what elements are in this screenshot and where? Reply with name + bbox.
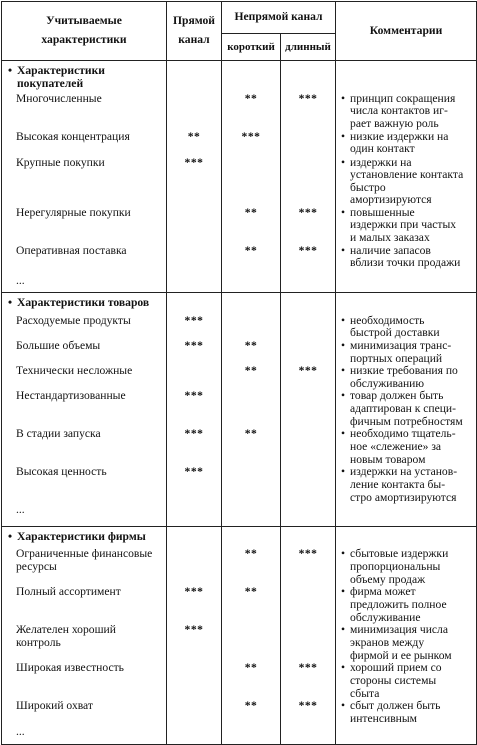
empty-cell [167, 526, 222, 548]
ellipsis-row [2, 275, 477, 293]
table-row [2, 390, 477, 428]
empty-cell [222, 61, 281, 93]
characteristic-cell [2, 207, 167, 245]
comment-line: установление контакта [350, 168, 464, 182]
ellipsis-row [2, 504, 477, 526]
comment-text [350, 340, 473, 365]
rating-direct: *** [167, 428, 222, 466]
empty-cell [222, 504, 281, 526]
comment-line: низкие требования по [350, 364, 458, 378]
section-title-line [8, 297, 166, 310]
section-title [2, 526, 167, 548]
comment-cell [336, 207, 477, 245]
rating-long: *** [281, 662, 336, 700]
empty-cell [281, 293, 336, 315]
table-row [2, 466, 477, 504]
comment-line: и малых заказах [350, 231, 430, 245]
comment-cell [336, 157, 477, 207]
characteristic-cell [2, 700, 167, 726]
comment-text [350, 466, 473, 504]
empty-cell [336, 526, 477, 548]
table-row [2, 548, 477, 586]
characteristic-cell [2, 428, 167, 466]
comment-line: товар должен быть [350, 389, 444, 403]
comment-text [350, 662, 473, 700]
rating-short [222, 466, 281, 504]
empty-cell [222, 293, 281, 315]
comment-cell [336, 340, 477, 365]
comment-line: фичным потребностям [350, 414, 463, 428]
empty-cell [336, 293, 477, 315]
bullet-icon: • [341, 243, 346, 257]
comment-cell [336, 390, 477, 428]
characteristic-cell [2, 390, 167, 428]
section-title-line [8, 531, 166, 544]
table-row [2, 586, 477, 624]
comment-line: наличие запасов [350, 243, 431, 257]
bullet-icon: • [341, 389, 346, 403]
characteristic-cell [2, 365, 167, 390]
empty-cell [336, 504, 477, 526]
characteristic-label: Высокая концентрация [16, 129, 130, 143]
characteristic-cell [2, 548, 167, 586]
comment-line: необходимо тщатель- [350, 427, 456, 441]
bullet-icon: • [341, 91, 346, 105]
rating-direct: *** [167, 390, 222, 428]
bullet-icon: • [8, 529, 13, 543]
comment-cell [336, 365, 477, 390]
empty-cell [167, 293, 222, 315]
rating-long [281, 340, 336, 365]
comment-block [341, 315, 473, 340]
bullet-icon: • [341, 547, 346, 561]
comment-text [350, 390, 473, 428]
comment-line: один контакт [350, 142, 415, 156]
ellipsis: ... [2, 275, 167, 293]
table-row [2, 340, 477, 365]
comment-cell [336, 315, 477, 340]
comment-line: адаптирован к специ- [350, 402, 456, 416]
comment-line: издержки при частых [350, 218, 457, 232]
ellipsis-row [2, 726, 477, 744]
empty-cell [222, 275, 281, 293]
table-row [2, 624, 477, 662]
comment-line: сбыт должен быть [350, 699, 441, 713]
comment-line: стро амортизируются [350, 490, 457, 504]
comment-line: фирмой и ее рынком [350, 648, 452, 662]
characteristic-label: ресурсы [16, 560, 57, 574]
section-title-line [8, 65, 166, 78]
comment-text [350, 586, 473, 624]
comment-block [341, 340, 473, 365]
rating-short: ** [222, 586, 281, 624]
comment-text [350, 131, 473, 156]
header-characteristics: Учитываемые характеристики [2, 2, 167, 61]
rating-long [281, 428, 336, 466]
comment-line: издержки на установ- [350, 465, 458, 479]
comment-line: обслуживанию [350, 376, 425, 390]
characteristic-label: Технически несложные [16, 364, 133, 378]
rating-short: ** [222, 365, 281, 390]
header-direct-channel: Прямой канал [167, 2, 222, 61]
header-long: длинный [281, 34, 336, 61]
empty-cell [336, 726, 477, 744]
comment-line: быстрой доставки [350, 326, 440, 340]
comment-line: сбыта [350, 686, 380, 700]
section-title-text: Характеристики фирмы [17, 529, 146, 543]
comment-line: вблизи точки продажи [350, 256, 461, 270]
bullet-icon: • [341, 129, 346, 143]
comment-text [350, 93, 473, 131]
rating-short: ** [222, 93, 281, 131]
bullet-icon: • [341, 585, 346, 599]
section-title-text: покупателей [17, 76, 84, 90]
comment-cell [336, 662, 477, 700]
characteristic-cell [2, 315, 167, 340]
comment-cell [336, 93, 477, 131]
header-indirect-channel: Непрямой канал [222, 2, 336, 34]
comment-line: принцип сокращения [350, 91, 456, 105]
bullet-icon: • [8, 296, 13, 310]
comment-text [350, 157, 473, 207]
comment-cell [336, 466, 477, 504]
table-row [2, 93, 477, 131]
comment-text [350, 207, 473, 245]
bullet-icon: • [341, 623, 346, 637]
section-title-text: Характеристики товаров [17, 296, 150, 310]
rating-long: *** [281, 365, 336, 390]
comment-cell [336, 624, 477, 662]
rating-direct: *** [167, 586, 222, 624]
comment-line: рает важную роль [350, 116, 439, 130]
characteristic-cell [2, 466, 167, 504]
characteristic-label: Ограниченные финансовые [16, 547, 153, 561]
rating-short: ** [222, 428, 281, 466]
characteristic-cell [2, 157, 167, 207]
comment-line: экранов между [350, 636, 425, 650]
ellipsis: ... [2, 504, 167, 526]
characteristic-label: Полный ассортимент [16, 585, 121, 599]
bullet-icon: • [341, 699, 346, 713]
comment-line: повышенные [350, 205, 415, 219]
comment-block [341, 700, 473, 725]
comment-block [341, 624, 473, 662]
comment-text [350, 624, 473, 662]
empty-cell [336, 275, 477, 293]
empty-cell [167, 726, 222, 744]
rating-long: *** [281, 700, 336, 726]
characteristic-cell [2, 624, 167, 662]
table-row [2, 245, 477, 275]
rating-long: *** [281, 245, 336, 275]
comment-text [350, 365, 473, 390]
empty-cell [281, 61, 336, 93]
bullet-icon: • [8, 64, 13, 77]
rating-short [222, 157, 281, 207]
table-row [2, 157, 477, 207]
comment-text [350, 245, 473, 270]
rating-long: *** [281, 93, 336, 131]
rating-long [281, 586, 336, 624]
table-row [2, 365, 477, 390]
rating-direct [167, 548, 222, 586]
comment-line: числа контактов иг- [350, 104, 448, 118]
characteristic-label: В стадии запуска [16, 427, 101, 441]
empty-cell [222, 526, 281, 548]
rating-long: *** [281, 548, 336, 586]
rating-direct: *** [167, 340, 222, 365]
rating-direct: ** [167, 131, 222, 157]
rating-short: *** [222, 131, 281, 157]
bullet-icon: • [341, 205, 346, 219]
characteristic-label: Желателен хороший [16, 623, 116, 637]
header-short: короткий [222, 34, 281, 61]
comment-cell [336, 245, 477, 275]
rating-direct [167, 662, 222, 700]
rating-long [281, 466, 336, 504]
rating-direct: *** [167, 157, 222, 207]
section-title [2, 293, 167, 315]
rating-direct: *** [167, 466, 222, 504]
rating-long [281, 315, 336, 340]
table-row [2, 207, 477, 245]
comment-cell [336, 131, 477, 157]
rating-long [281, 624, 336, 662]
comment-line: минимизация числа [350, 623, 448, 637]
comment-line: объему продаж [350, 572, 426, 586]
comment-block [341, 662, 473, 700]
rating-short: ** [222, 700, 281, 726]
comment-text [350, 548, 473, 586]
comment-block [341, 365, 473, 390]
section-title-row [2, 293, 477, 315]
comment-line: низкие издержки на [350, 129, 449, 143]
empty-cell [336, 61, 477, 93]
characteristic-cell [2, 340, 167, 365]
characteristic-label: Расходуемые продукты [16, 313, 131, 327]
bullet-icon: • [341, 313, 346, 327]
ellipsis: ... [2, 726, 167, 744]
characteristic-cell [2, 131, 167, 157]
comment-block [341, 548, 473, 586]
comment-line: предложить полное [350, 598, 447, 612]
empty-cell [222, 726, 281, 744]
characteristic-label: Нестандартизованные [16, 389, 126, 403]
comment-cell [336, 700, 477, 726]
comment-line: быстро [350, 180, 386, 194]
empty-cell [167, 275, 222, 293]
rating-short: ** [222, 662, 281, 700]
comment-block [341, 157, 473, 207]
rating-short: ** [222, 245, 281, 275]
comment-block [341, 586, 473, 624]
comment-block [341, 428, 473, 466]
comment-line: новым товаром [350, 452, 426, 466]
comment-line: амортизируются [350, 193, 432, 207]
comment-line: обслуживание [350, 610, 421, 624]
rating-long [281, 157, 336, 207]
empty-cell [281, 526, 336, 548]
comment-line: сбытовые издержки [350, 547, 449, 561]
comment-block [341, 466, 473, 504]
comment-block [341, 245, 473, 270]
rating-short [222, 315, 281, 340]
bullet-icon: • [341, 465, 346, 479]
comment-cell [336, 586, 477, 624]
bullet-icon: • [341, 155, 346, 169]
characteristic-label: контроль [16, 636, 61, 650]
rating-direct [167, 245, 222, 275]
header-comments: Комментарии [336, 2, 477, 61]
comment-cell [336, 548, 477, 586]
empty-cell [281, 275, 336, 293]
rating-direct [167, 700, 222, 726]
comment-text [350, 315, 473, 340]
empty-cell [167, 61, 222, 93]
characteristic-cell [2, 586, 167, 624]
comment-line: издержки на [350, 155, 412, 169]
comment-line: пропорциональны [350, 560, 441, 574]
comment-block [341, 93, 473, 131]
bullet-icon: • [341, 427, 346, 441]
comment-line: фирма может [350, 585, 416, 599]
rating-short [222, 624, 281, 662]
channel-characteristics-table [1, 1, 477, 745]
comment-block [341, 390, 473, 428]
empty-cell [281, 726, 336, 744]
rating-direct: *** [167, 315, 222, 340]
comment-line: ление контакта бы- [350, 478, 446, 492]
rating-direct: *** [167, 624, 222, 662]
comment-text [350, 700, 473, 725]
section-title-row [2, 61, 477, 93]
comment-block [341, 207, 473, 245]
rating-direct [167, 93, 222, 131]
table-row [2, 428, 477, 466]
bullet-icon: • [341, 339, 346, 353]
characteristic-cell [2, 93, 167, 131]
table-row [2, 315, 477, 340]
section-title-row [2, 526, 477, 548]
comment-line: хороший прием со [350, 661, 442, 675]
rating-short: ** [222, 340, 281, 365]
table-row [2, 131, 477, 157]
empty-cell [281, 504, 336, 526]
comment-line: интенсивным [350, 712, 417, 726]
section-title [2, 61, 167, 93]
rating-short: ** [222, 207, 281, 245]
table-row [2, 662, 477, 700]
comment-line: необходимость [350, 313, 425, 327]
characteristic-label: Широкий охват [16, 699, 93, 713]
comment-text [350, 428, 473, 466]
characteristic-label: Нерегулярные покупки [16, 205, 131, 219]
rating-long [281, 131, 336, 157]
rating-short [222, 390, 281, 428]
section-title-text: Характеристики [17, 64, 105, 77]
characteristic-label: Большие объемы [16, 339, 101, 353]
empty-cell [167, 504, 222, 526]
bullet-icon: • [341, 364, 346, 378]
rating-long: *** [281, 207, 336, 245]
comment-line: портных операций [350, 351, 443, 365]
rating-short: ** [222, 548, 281, 586]
characteristic-cell [2, 245, 167, 275]
comment-block [341, 131, 473, 156]
characteristic-label: Оперативная поставка [16, 243, 127, 257]
comment-cell [336, 428, 477, 466]
rating-long [281, 390, 336, 428]
table-row [2, 700, 477, 726]
bullet-icon: • [341, 661, 346, 675]
comment-line: минимизация транс- [350, 339, 452, 353]
characteristic-label: Многочисленные [16, 91, 102, 105]
rating-direct [167, 207, 222, 245]
comment-line: ное «слежение» за [350, 440, 442, 454]
characteristic-cell [2, 662, 167, 700]
characteristic-label: Крупные покупки [16, 155, 105, 169]
rating-direct [167, 365, 222, 390]
characteristic-label: Высокая ценность [16, 465, 107, 479]
characteristic-label: Широкая известность [16, 661, 124, 675]
comment-line: стороны системы [350, 674, 437, 688]
